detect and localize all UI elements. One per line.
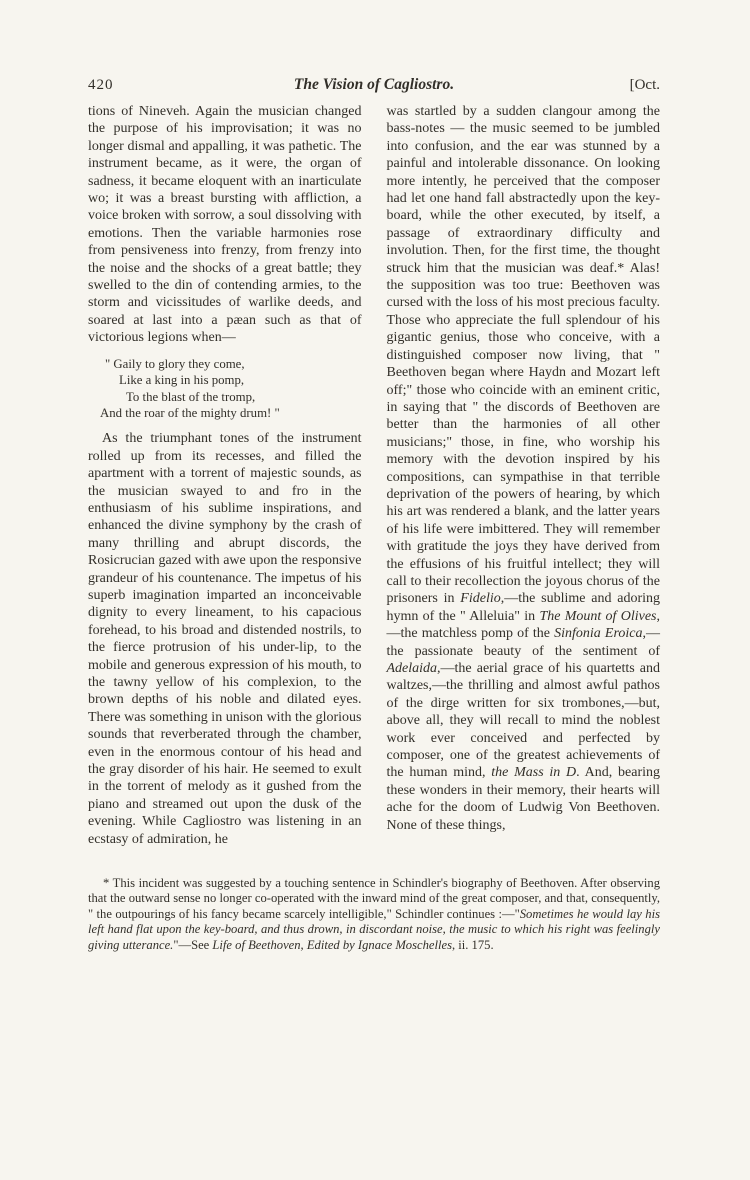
verse-line: " Gaily to glory they come,	[105, 356, 245, 371]
verse-line: To the blast of the tromp,	[126, 389, 256, 404]
verse-line: And the roar of the mighty drum! "	[100, 405, 280, 420]
verse-line: Like a king in his pomp,	[119, 373, 245, 388]
text-columns	[88, 103, 660, 848]
issue-date: [Oct.	[629, 77, 660, 93]
page-header	[88, 76, 660, 94]
body-paragraph: As the triumphant tones of the instrument rolled up from its recesses, and filled the apartment with a torrent of majestic sounds, as the musician swayed to and fro in the enthusiasm of his sublime inspirations, and enhanced the divine symphony by the crash of many thrilling and abrupt discords, the Rosicrucian gazed with awe upon the responsive grandeur of his countenance. The impetus of his superb imagination imparted an inconceivable dignity to every lineament, to his capacious forehead, to his broad and distended nostrils, to the fierce protrusion of his under-lip, to the mobile and generous expression of his mouth, to the tawny yellow of his complexion, to the brown depths of his noble and dilated eyes. There was something in unison with the glorious sounds that reverberated through the chamber, even in the enormous contour of his head and the gray disorder of his hair. He seemed to exult in the torrent of melody as it gushed from the piano and streamed out upon the dusk of the evening. While Cagliostro was listening in an ecstasy of admiration, he	[88, 431, 362, 847]
footnote	[88, 876, 660, 953]
body-paragraph: was startled by a sudden clangour among the bass-notes — the music seemed to be jumbled into confusion, and the ear was stunned by a painful and intolerable dissonance. On looking more intently, he perceived that the composer had let one hand fall abstractedly upon the key-board, while the other executed, by itself, a passage of extraordinary difficulty and involution. Then, for the first time, the thought struck him that the musician was deaf.* Alas! the supposition was too true: Beethoven was cursed with the loss of his most precious faculty. Those who appreciate the full splendour of his gigantic genius, those who conceive, with a distinguished composer now living, that " Beethoven began where Haydn and Mozart left off;" those who coincide with an eminent critic, in saying that " the discords of Beethoven are better than the harmonies of all other musicians;" those, in fine, who worship his memory with the devotion inspired by his compositions, can sympathise in that terrible deprivation of the powers of hearing, by which his art was rendered a blank, and the latter years of his life were imbittered. They will remember with gratitude the joys they have derived from the effusions of his fruitful intellect; they will call to their recollection the joyous chorus of the prisoners in Fidelio,—the sublime and adoring hymn of the " Alleluia" in The Mount of Olives,—the matchless pomp of the Sinfonia Eroica,— the passionate beauty of the sentiment of Adelaida,—the aerial grace of his quartetts and waltzes,—the thrilling and almost awful pathos of the dirge written for six trombones,—but, above all, they will recall to mind the noblest work ever conceived and perfected by composer, one of the greatest achievements of the human mind, the Mass in D. And, bearing these wonders in their memory, their hearts will ache for the doom of Ludwig Von Beethoven. None of these things,	[386, 104, 661, 833]
left-column	[88, 103, 362, 848]
body-paragraph: tions of Nineveh. Again the musician changed the purpose of his improvisation; it was no longer dismal and appalling, it was pathetic. The instrument became, as it were, the organ of sadness, it became eloquent with an inarticulate wo; it was a breast bursting with affliction, a voice broken with sorrow, a soul dissolving with emotions. Then the variable harmonies rose from pensiveness into frenzy, from frenzy into the noise and the shocks of a great battle; they swelled to the din of contending armies, to the storm and vicissitudes of warlike deeds, and soared at last into a pæan such as that of victorious legions when—	[88, 104, 362, 346]
footnote-text: * This incident was suggested by a touching sentence in Schindler's biography of Beethoven. After observing that the outward sense no longer co-operated with the inward mind of the great composer, and that, consequently, " the outpourings of his fancy became scarcely intelligible," Schindler continues :—"Sometimes he would lay his left hand flat upon the key-board, and thus drown, in discordant noise, the music to which his right was feelingly giving utterance."—See Life of Beethoven, Edited by Ignace Moschelles, ii. 175.	[88, 876, 660, 952]
verse-block	[88, 356, 362, 422]
right-column	[387, 103, 661, 848]
page-number: 420	[88, 77, 114, 93]
page-title: The Vision of Cagliostro.	[293, 76, 455, 93]
